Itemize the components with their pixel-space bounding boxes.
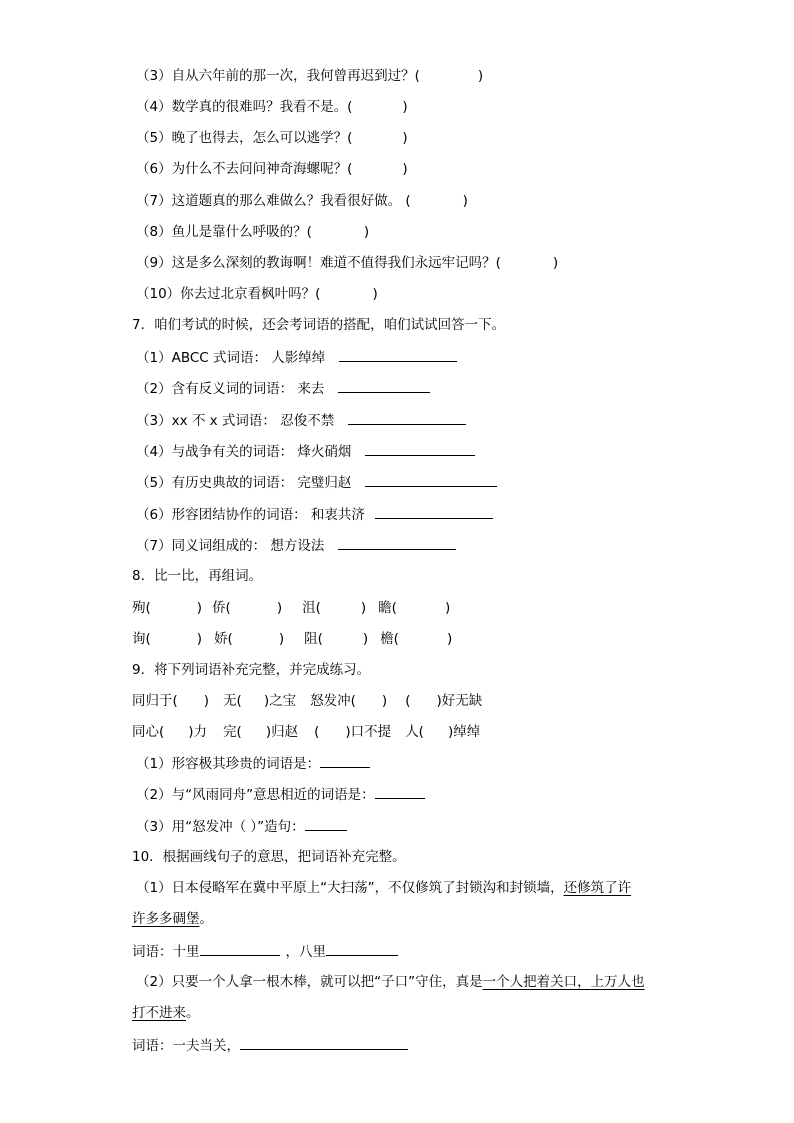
- q6-item-text: （6）为什么不去问问神奇海螺呢？(: [136, 161, 353, 177]
- underlined-sentence: 还修筑了许: [563, 880, 632, 896]
- q6-item-7: （7）这道题真的那么难做么？我看很好做。 ( ): [136, 193, 468, 209]
- q10-passage-2-cont: 打不进来。: [132, 1005, 200, 1021]
- q10-answer-2: 词语：一夫当关，: [132, 1035, 408, 1056]
- q10-answer-1: 词语：十里 ，八里: [132, 941, 398, 962]
- q10-heading: 10．根据画线句子的意思，把词语补充完整。: [132, 849, 406, 865]
- q6-item-8: （8）鱼儿是靠什么呼吸的？( ): [136, 224, 370, 240]
- q9-heading: 9．将下列词语补充完整，并完成练习。: [132, 662, 371, 678]
- q6-item-text: （9）这是多么深刻的教诲啊！难道不值得我们永远牢记吗？(: [136, 255, 501, 271]
- answer-line[interactable]: [200, 941, 280, 956]
- q6-item-text: （3）自从六年前的那一次，我何曾再迟到过？(: [136, 68, 420, 84]
- q6-item-6: （6）为什么不去问问神奇海螺呢？( ): [136, 161, 408, 177]
- q8-heading: 8．比一比，再组词。: [132, 568, 263, 584]
- q6-item-text: （8）鱼儿是靠什么呼吸的？(: [136, 224, 312, 240]
- underlined-sentence: 打不进来: [132, 1005, 186, 1021]
- q6-item-text: （7）这道题真的那么难做么？我看很好做。 (: [136, 193, 411, 209]
- answer-line[interactable]: [326, 941, 398, 956]
- q8-row-1: 殉( ) 侨( ) 沮( ) 瞻( ): [132, 600, 451, 616]
- q6-item-text: （10）你去过北京看枫叶吗？(: [136, 286, 321, 302]
- q9-row-2: 同心( )力 完( )归赵 ( )口不提 人( )绰绰: [132, 724, 481, 740]
- q7-heading: 7．咱们考试的时候，还会考词语的搭配，咱们试试回答一下。: [132, 317, 506, 333]
- q7-item-6: （6）形容团结协作的词语： 和衷共济: [136, 504, 493, 525]
- answer-line[interactable]: [338, 378, 430, 393]
- q9-row-1: 同归于( ) 无( )之宝 怒发冲( ) ( )好无缺: [132, 693, 483, 709]
- q9-sub-1: （1）形容极其珍贵的词语是：: [136, 753, 370, 774]
- answer-line[interactable]: [365, 441, 475, 456]
- q10-passage-1-cont: 许多多碉堡。: [132, 911, 213, 927]
- q6-item-5: （5）晚了也得去，怎么可以逃学？( ): [136, 130, 408, 146]
- answer-line[interactable]: [320, 753, 370, 768]
- q7-item-5: （5）有历史典故的词语： 完璧归赵: [136, 472, 497, 493]
- q6-item-10: （10）你去过北京看枫叶吗？( ): [136, 286, 378, 302]
- q6-item-4: （4）数学真的很难吗？我看不是。( ): [136, 99, 408, 115]
- q10-passage-1: （1）日本侵略军在冀中平原上“大扫荡”，不仅修筑了封锁沟和封锁墙，还修筑了许: [136, 880, 632, 896]
- q6-item-3: （3）自从六年前的那一次，我何曾再迟到过？( ): [136, 68, 484, 84]
- answer-line[interactable]: [365, 472, 497, 487]
- q7-item-3: （3）xx 不 x 式词语： 忍俊不禁: [136, 410, 466, 431]
- q7-item-2: （2）含有反义词的词语： 来去: [136, 378, 430, 399]
- q8-row-2: 询( ) 娇( ) 阻( ) 檐( ): [132, 631, 453, 647]
- q7-item-1: （1）ABCC 式词语： 人影绰绰: [136, 347, 457, 368]
- q6-item-text: （4）数学真的很难吗？我看不是。(: [136, 99, 353, 115]
- answer-line[interactable]: [338, 535, 456, 550]
- answer-line[interactable]: [375, 504, 493, 519]
- answer-line[interactable]: [348, 410, 466, 425]
- q6-item-9: （9）这是多么深刻的教诲啊！难道不值得我们永远牢记吗？( ): [136, 255, 559, 271]
- q9-sub-3: （3）用“怒发冲（ ）”造句：: [136, 816, 347, 837]
- answer-line[interactable]: [375, 784, 425, 799]
- q7-item-4: （4）与战争有关的词语： 烽火硝烟: [136, 441, 475, 462]
- q10-passage-2: （2）只要一个人拿一根木棒，就可以把“子口”守住，真是一个人把着关口，上万人也: [136, 974, 645, 990]
- q7-item-7: （7）同义词组成的： 想方设法: [136, 535, 456, 556]
- answer-line[interactable]: [240, 1035, 408, 1050]
- underlined-sentence: 许多多碉堡: [132, 911, 200, 927]
- underlined-sentence: 一个人把着关口，上万人也: [482, 974, 645, 990]
- answer-line[interactable]: [305, 816, 347, 831]
- q6-item-text: （5）晚了也得去，怎么可以逃学？(: [136, 130, 353, 146]
- answer-line[interactable]: [339, 347, 457, 362]
- q9-sub-2: （2）与“风雨同舟”意思相近的词语是：: [136, 784, 425, 805]
